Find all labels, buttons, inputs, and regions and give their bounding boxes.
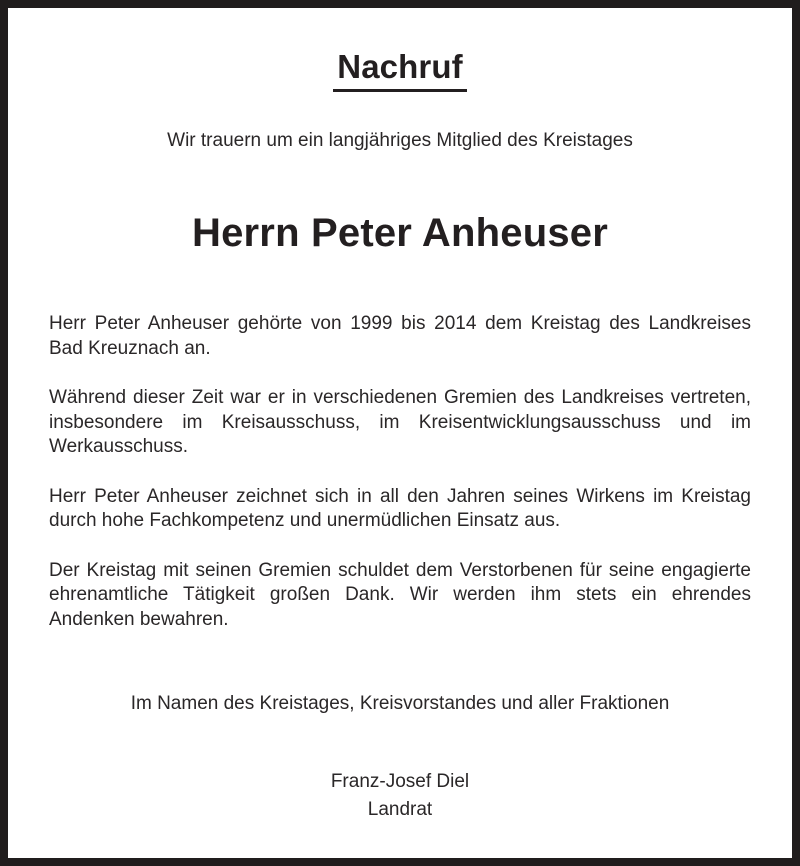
deceased-name: Herrn Peter Anheuser bbox=[192, 211, 608, 255]
body-paragraph: Herr Peter Anheuser gehörte von 1999 bis 2014 dem Kreistag des Landkreises Bad Kreuznach an. bbox=[49, 313, 751, 359]
body-paragraph: Herr Peter Anheuser zeichnet sich in all den Jahren seines Wirkens im Kreistag durch hohe Fachkompetenz und unermüdlichen Einsatz aus. bbox=[49, 485, 751, 531]
signatory-name: Franz-Josef Diel bbox=[330, 771, 470, 792]
body-text-block bbox=[41, 312, 759, 632]
signature-block bbox=[41, 768, 759, 824]
body-paragraph: Während dieser Zeit war er in verschiedenen Gremien des Landkreises vertreten, insbesondere im Kreisausschuss, im Kreisentwicklungsausschuss und im Werkausschuss. bbox=[49, 387, 751, 457]
notice-sheet bbox=[8, 8, 792, 858]
signatory-role: Landrat bbox=[367, 799, 433, 820]
closing-statement: Im Namen des Kreistages, Kreisvorstandes und aller Fraktionen bbox=[130, 693, 670, 714]
title-row bbox=[41, 8, 759, 92]
body-paragraph: Der Kreistag mit seinen Gremien schuldet dem Verstorbenen für seine engagierte ehrenamtliche Tätigkeit großen Dank. Wir werden ihm stets ein ehrendes Andenken bewahren. bbox=[49, 559, 751, 630]
mourning-lead-text: Wir trauern um ein langjähriges Mitglied des Kreistages bbox=[167, 130, 633, 151]
notice-title: Nachruf bbox=[333, 48, 466, 92]
